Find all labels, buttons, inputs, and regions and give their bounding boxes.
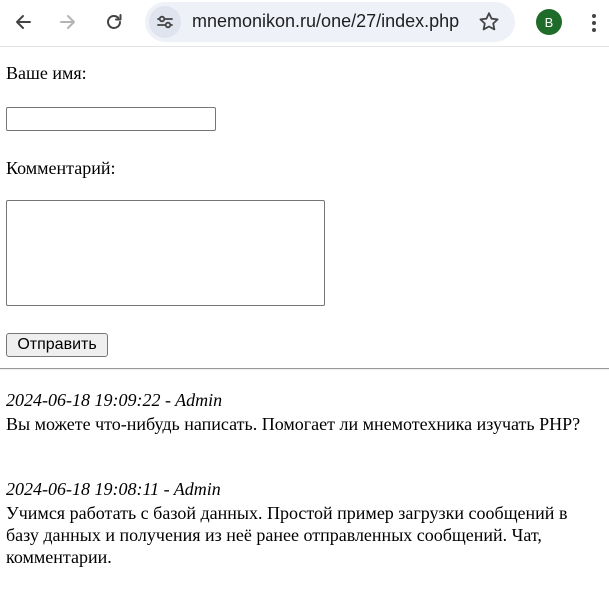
url-text[interactable]: mnemonikon.ru/one/27/index.php (192, 11, 460, 31)
forward-arrow-icon (58, 12, 78, 32)
comment-textarea[interactable] (6, 200, 325, 306)
message-meta: 2024-06-18 19:08:11 - Admin (6, 479, 221, 499)
message-text: Вы можете что-нибудь написать. Помогает ли мнемотехника изучать PHP? (6, 414, 581, 434)
message-meta: 2024-06-18 19:09:22 - Admin (6, 390, 223, 410)
forward-button[interactable] (51, 5, 85, 39)
submit-button[interactable]: Отправить (6, 333, 108, 357)
browser-toolbar (0, 0, 609, 47)
reload-button[interactable] (97, 5, 131, 39)
more-menu-icon[interactable] (584, 10, 604, 36)
profile-avatar[interactable]: B (536, 9, 562, 35)
message-item (6, 479, 602, 568)
name-label: Ваше имя: (6, 63, 87, 83)
address-bar[interactable] (145, 2, 515, 42)
back-button[interactable] (6, 5, 40, 39)
divider (0, 368, 609, 370)
tune-icon (156, 13, 174, 31)
message-item (6, 390, 602, 435)
site-info-button[interactable] (149, 6, 181, 38)
reload-icon (104, 12, 124, 32)
message-text: Учимся работать с базой данных. Простой пример загрузки сообщений в базу данных и получения из неё ранее отправленных сообщений. Чат, комментарии. (6, 503, 568, 567)
comment-label: Комментарий: (6, 158, 116, 178)
bookmark-star-icon[interactable] (477, 10, 501, 34)
back-arrow-icon (13, 12, 33, 32)
name-input[interactable] (6, 107, 216, 131)
